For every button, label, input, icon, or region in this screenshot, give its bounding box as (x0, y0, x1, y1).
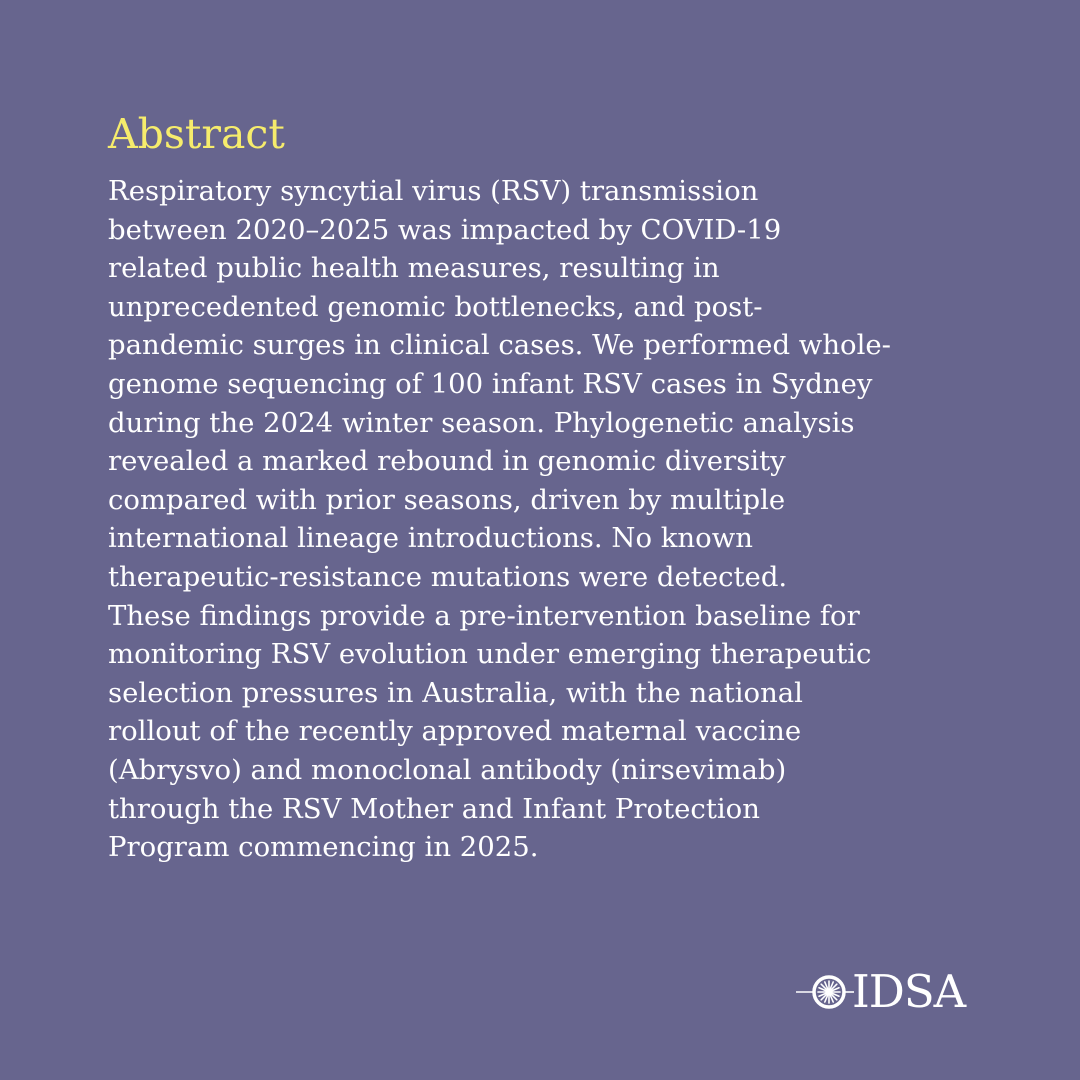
idsa-logo (796, 962, 965, 1022)
logo-wordmark: IDSA (852, 965, 966, 1018)
abstract-line: pandemic surges in clinical cases. We performed whole- (108, 329, 891, 362)
abstract-line: selection pressures in Australia, with the national (108, 676, 803, 709)
abstract-line: during the 2024 winter season. Phylogenetic analysis (108, 406, 855, 439)
abstract-body (108, 172, 980, 867)
abstract-line: related public health measures, resulting in (108, 252, 720, 285)
abstract-line: (Abrysvo) and monoclonal antibody (nirsevimab) (108, 753, 787, 786)
abstract-heading: Abstract (108, 110, 285, 158)
abstract-line: international lineage introductions. No known (108, 522, 753, 555)
abstract-line: through the RSV Mother and Infant Protection (108, 792, 760, 825)
starburst-icon (796, 962, 854, 1022)
abstract-line: rollout of the recently approved maternal vaccine (108, 715, 802, 748)
abstract-line: These findings provide a pre-intervention baseline for (108, 599, 860, 632)
abstract-line: genome sequencing of 100 infant RSV cases in Sydney (108, 367, 873, 400)
abstract-line: compared with prior seasons, driven by multiple (108, 483, 786, 516)
abstract-line: unprecedented genomic bottlenecks, and post- (108, 290, 763, 323)
abstract-line: monitoring RSV evolution under emerging therapeutic (108, 638, 872, 671)
abstract-line: between 2020–2025 was impacted by COVID-19 (108, 213, 782, 246)
abstract-line: revealed a marked rebound in genomic diversity (108, 445, 786, 478)
abstract-line: therapeutic-resistance mutations were detected. (108, 560, 788, 593)
abstract-line: Respiratory syncytial virus (RSV) transmission (108, 175, 759, 207)
abstract-line: Program commencing in 2025. (108, 831, 539, 864)
